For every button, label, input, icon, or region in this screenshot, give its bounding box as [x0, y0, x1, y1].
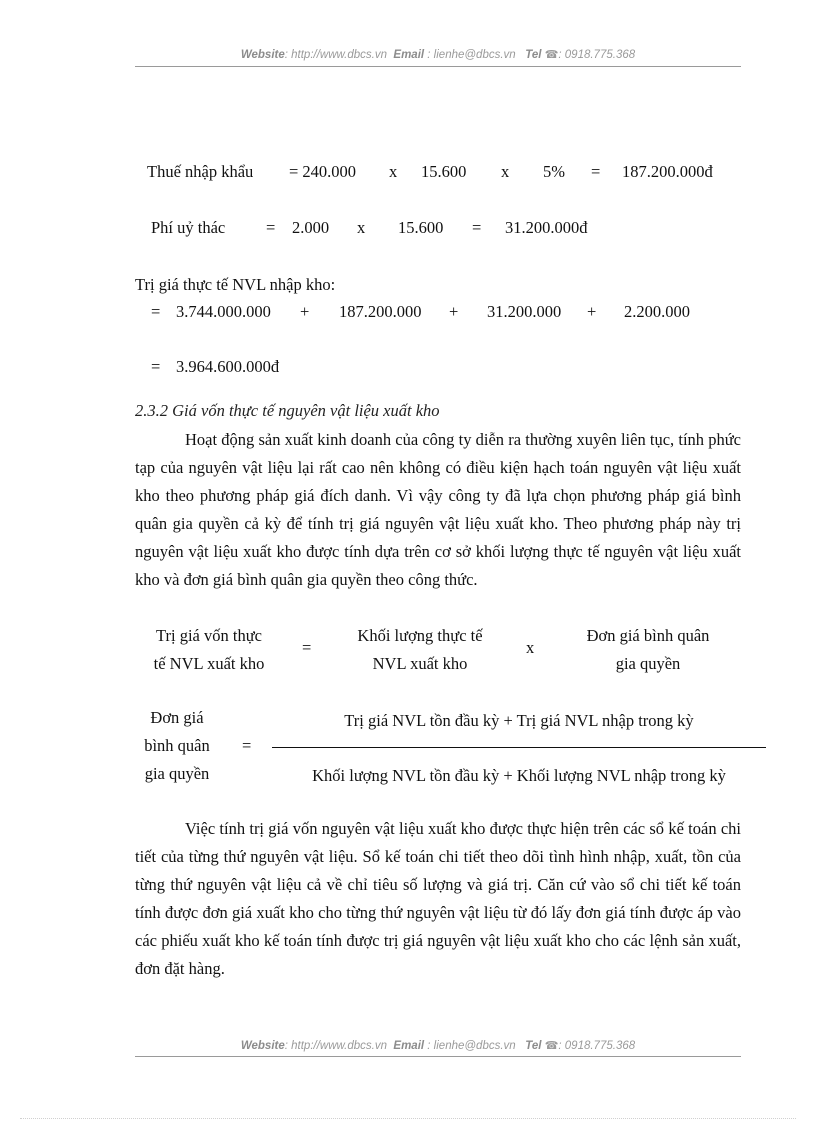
header-website-value: : http://www.dbcs.vn — [284, 49, 388, 61]
header-rule — [135, 66, 741, 67]
sum-p1: + — [300, 302, 310, 321]
formula1-right — [560, 622, 736, 678]
formula2-left — [135, 704, 219, 788]
trust-fee-eq: = — [266, 218, 276, 237]
import-tax-v2: 15.600 — [421, 162, 467, 181]
paragraph-1: Hoạt động sản xuất kinh doanh của công ty diễn ra thường xuyên liên tục, tính phức tạp của nguyên vật liệu lại rất cao nên không có điều kiện hạch toán nguyên vật liệu xuất kho theo phương pháp giá đích danh. Vì vậy công ty đã lựa chọn phương pháp giá bình quân gia quyền cả kỳ để tính trị giá nguyên vật liệu xuất kho. Theo phương pháp này trị nguyên vật liệu xuất kho được tính dựa trên cơ sở khối lượng thực tế nguyên vật liệu xuất kho và đơn giá bình quân gia quyền theo công thức. — [135, 430, 741, 589]
page-bottom-edge — [20, 1118, 796, 1119]
import-tax-label: Thuế nhập khẩu — [147, 162, 254, 181]
import-tax-eq2: = — [591, 162, 601, 181]
sum-d: 2.200.000 — [624, 302, 690, 321]
import-tax-x2: x — [501, 162, 510, 181]
trust-fee-result: 31.200.000đ — [505, 218, 588, 237]
formula2-left-line1: Đơn giá — [150, 708, 204, 727]
footer-tel-value: : 0918.775.368 — [558, 1040, 636, 1052]
phone-icon: ☎ — [544, 1040, 559, 1052]
formula1-mid — [334, 622, 506, 678]
formula1-left — [135, 622, 283, 678]
formula1-left-line1: Trị giá vốn thực — [156, 626, 262, 645]
sum-eq: = — [151, 302, 161, 321]
sum-a: 3.744.000.000 — [176, 302, 271, 321]
page-footer — [135, 1039, 741, 1052]
total-value: 3.964.600.000đ — [176, 357, 280, 376]
header-tel-label: Tel — [525, 49, 542, 61]
sum-p3: + — [587, 302, 597, 321]
footer-email-value: : lienhe@dbcs.vn — [427, 1040, 516, 1052]
header-tel-value: : 0918.775.368 — [558, 49, 636, 61]
trust-fee-eq2: = — [472, 218, 482, 237]
footer-email-label: Email — [393, 1040, 425, 1052]
formula1-mid-line2: NVL xuất kho — [372, 654, 468, 673]
formula1-right-line2: gia quyền — [615, 654, 681, 673]
import-tax-x1: x — [389, 162, 398, 181]
formula2-denominator: Khối lượng NVL tồn đầu kỳ + Khối lượng NVL nhập trong kỳ — [312, 766, 726, 785]
formula1-right-line1: Đơn giá bình quân — [586, 626, 710, 645]
formula1-mid-line1: Khối lượng thực tế — [357, 626, 483, 645]
formula1-left-line2: tế NVL xuất kho — [153, 654, 265, 673]
actual-value-label: Trị giá thực tế NVL nhập kho: — [135, 275, 336, 294]
header-email-value: : lienhe@dbcs.vn — [427, 49, 516, 61]
trust-fee-v2: 15.600 — [398, 218, 444, 237]
paragraph-2: Việc tính trị giá vốn nguyên vật liệu xuất kho được thực hiện trên các sổ kế toán chi tiết của từng thứ nguyên vật liệu. Sổ kế toán chi tiết theo dõi tình hình nhập, xuất, tồn của từng thứ nguyên vật liệu cả về chỉ tiêu số lượng và giá trị. Căn cứ vào sổ chi tiết kế toán tính được đơn giá xuất kho cho từng thứ nguyên vật liệu từ đó lấy đơn giá tính được áp vào các phiếu xuất kho kế toán tính được trị giá nguyên vật liệu xuất kho cho các lệnh sản xuất, đơn đặt hàng. — [135, 819, 741, 978]
sum-b: 187.200.000 — [339, 302, 422, 321]
fraction-line — [272, 747, 766, 748]
sum-c: 31.200.000 — [487, 302, 562, 321]
formula1-times: x — [526, 638, 535, 657]
footer-rule — [135, 1056, 741, 1057]
header-website-label: Website — [240, 49, 285, 61]
footer-website-label: Website — [240, 1040, 285, 1052]
sum-p2: + — [449, 302, 459, 321]
footer-website-value: : http://www.dbcs.vn — [284, 1040, 388, 1052]
page-header — [135, 48, 741, 61]
formula1-eq: = — [302, 638, 312, 657]
trust-fee-label: Phí uỷ thác — [151, 218, 226, 237]
formula2-left-line2: bình quân — [144, 736, 210, 755]
section-heading: 2.3.2 Giá vốn thực tế nguyên vật liệu xuất kho — [135, 401, 440, 420]
formula2-eq: = — [242, 736, 252, 755]
trust-fee-x1: x — [357, 218, 366, 237]
footer-tel-label: Tel — [525, 1040, 542, 1052]
import-tax-v3: 5% — [543, 162, 565, 181]
formula2-numerator: Trị giá NVL tồn đầu kỳ + Trị giá NVL nhập trong kỳ — [344, 711, 694, 730]
trust-fee-v1: 2.000 — [292, 218, 330, 237]
phone-icon: ☎ — [544, 49, 559, 61]
import-tax-result: 187.200.000đ — [622, 162, 713, 181]
import-tax-eq: = 240.000 — [289, 162, 357, 181]
formula2-left-line3: gia quyền — [144, 764, 210, 783]
header-email-label: Email — [393, 49, 425, 61]
total-eq: = — [151, 357, 161, 376]
